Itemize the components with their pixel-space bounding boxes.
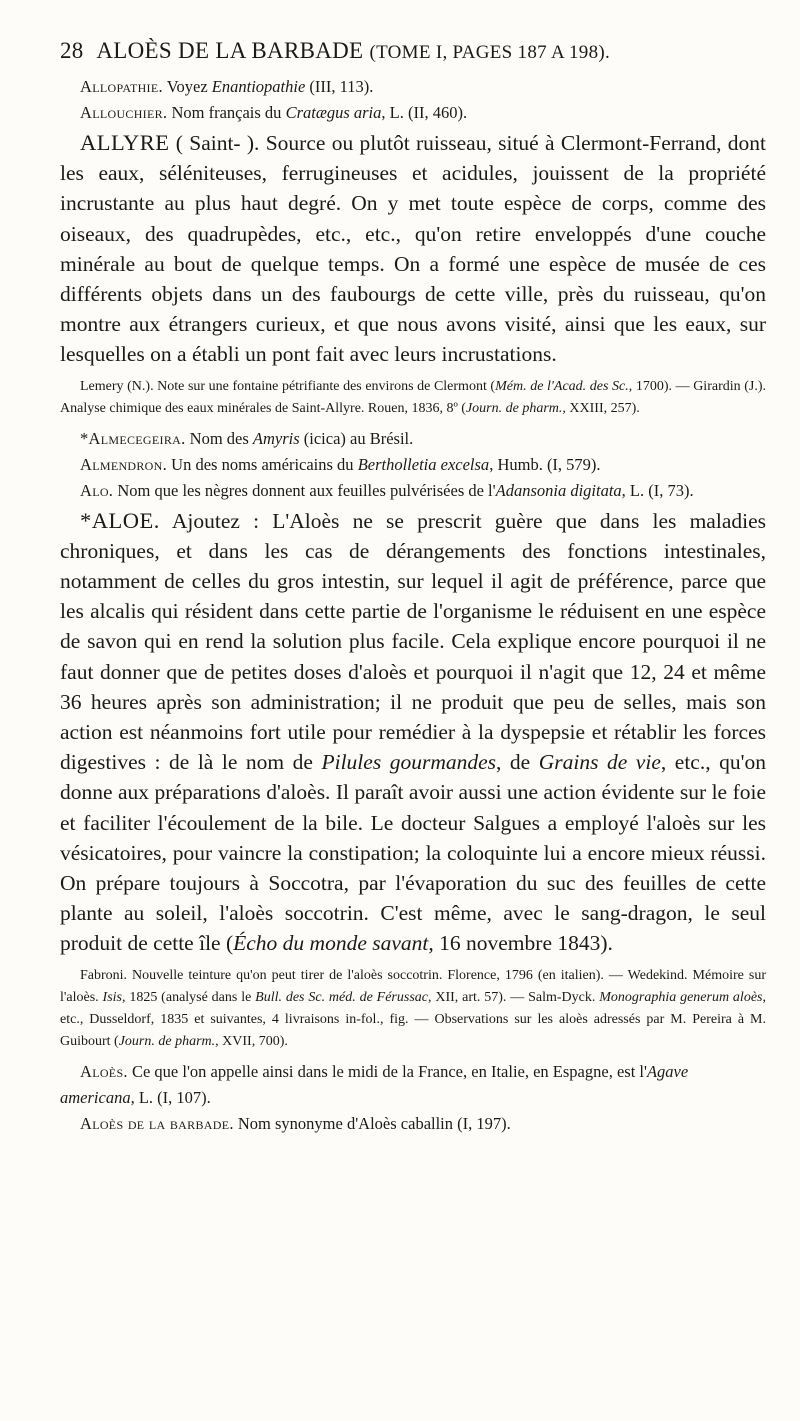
ref-text: , etc., Dusseldorf, 1835 et suivantes, 4 livraisons in-fol., fig. — Observations sur les aloès adressés par M. Pereira à M. Guibourt ( [60,989,766,1049]
entry-text: , Humb. (I, 579). [489,454,601,474]
references-allyre [60,376,766,420]
italic-term: Grains de vie [538,750,661,775]
references-aloe [60,965,766,1053]
ref-text: , 1825 (analysé dans le [121,989,256,1005]
italic-term: Amyris [252,428,300,448]
entry-text: , de [496,750,539,775]
ref-italic: Journ. de pharm. [465,400,563,416]
ref-text: , 1700). — Girardin (J.). Analyse chimique des eaux minérales de Saint-Allyre. Rouen, 1836, 8º ( [60,378,766,416]
entry-text: Ajoutez : L'Aloès ne se prescrit guère que dans les maladies chroniques, et dans les cas de dérangements des fonctions intestinales, notamment de celles du gros intestin, sur lequel il agit de préférence, parce que les alcalis qui résident dans cette partie de l'organisme le réduisent en une espèce de savon qui en rend la solution plus facile. Cela explique encore pourquoi il ne faut donner que de petites doses d'aloès et pourquoi il n'agit que 12, 24 et même 36 heures après son administration; il ne produit que peu de selles, mais son action est néanmoins fort utile pour remédier à la dyspepsie et rétablir les forces digestives : de là le nom de [60,508,766,775]
entry-text: Nom que les nègres donnent aux feuilles pulvérisées de l' [113,480,496,500]
headword: Almendron. [80,454,168,474]
entry-aloes [60,1059,766,1111]
page-number: 28 [60,38,84,63]
page-header [60,38,766,64]
entry-text: Nom synonyme d'Aloès caballin (I, 197). [233,1113,511,1133]
headword: *ALOE. [80,507,160,533]
entry-text: ( Saint- ). Source ou plutôt ruisseau, situé à Clermont-Ferrand, dont les eaux, séléniteuses, ferrugineuses et acidules, jouissent de la propriété incrustante au plus haut degré. On y met toute espèce de corps, comme des oiseaux, des quadrupèdes, etc., etc., qu'on retire enveloppés d'une couche minérale au bout de quelque temps. On a formé une espèce de musée de ces différents objets dans un des faubourgs de cette ville, près du ruisseau, qu'on montre aux étrangers curieux, et que nous avons visité, ainsi que les eaux, sur lesquelles on a établi un pont fait avec leurs incrustations. [60,131,766,367]
entry-text: , L. (I, 73). [621,480,694,500]
entry-text: , etc., qu'on donne aux préparations d'aloès. Il paraît avoir aussi une action évidente sur le foie et faciliter l'écoulement de la bile. Le docteur Salgues a employé l'aloès sur les vésicatoires, pour vaincre la constipation; la coloquinte lui a encore mieux réussi. On prépare toujours à Soccotra, par l'évaporation du suc des feuilles de cette plante au soleil, l'aloès soccotrin. C'est même, avec le sang-dragon, le seul produit de cette île ( [60,750,766,956]
entry-text: Nom français du [167,103,286,122]
headword: Allopathie. [80,77,163,96]
ref-text: Lemery (N.). Note sur une fontaine pétrifiante des environs de Clermont ( [80,378,496,394]
italic-term: Cratægus aria [285,103,382,122]
entry-text: (icica) au Brésil. [299,428,414,448]
entry-text: Ce que l'on appelle ainsi dans le midi de la France, en Italie, en Espagne, est l' [127,1061,647,1081]
headword: Aloès. [80,1061,128,1081]
running-title: ALOÈS DE LA BARBADE [96,38,364,63]
italic-term: Adansonia digitata [495,480,622,500]
entry-almendron [60,452,766,478]
running-subtitle: (TOME I, PAGES 187 A 198). [369,42,611,63]
italic-term: Écho du monde savant [233,931,429,956]
entry-allouchier [60,100,766,126]
ref-text: , XII, art. 57). — Salm-Dyck. [427,989,600,1005]
entry-aloe [60,506,766,959]
ref-italic: Isis [102,989,122,1005]
entry-aloes-de-la-barbade [60,1111,766,1137]
ref-text: , XVII, 700). [215,1033,288,1049]
headword: ALLYRE [80,130,170,155]
entry-text: Nom des [185,428,253,448]
entry-almecegeira [60,426,766,452]
ref-italic: Journ. de pharm. [118,1033,216,1049]
italic-term: Bertholletia excelsa [357,454,490,474]
headword: *Almecegeira. [80,428,186,448]
ref-text: , XXIII, 257). [562,400,640,416]
entry-text: , L. (I, 107). [130,1087,211,1107]
entry-text: , L. (II, 460). [381,103,468,122]
entry-allyre [60,128,766,370]
entry-text: Un des noms américains du [167,454,358,474]
entry-allopathie [60,74,766,100]
headword: Aloès de la barbade. [80,1113,234,1133]
italic-term: Pilules gourmandes [321,750,497,775]
italic-term: Enantiopathie [211,77,306,96]
entry-text: Voyez [162,77,212,96]
headword: Allouchier. [80,103,168,122]
entry-text: (III, 113). [305,77,374,96]
ref-italic: Mém. de l'Acad. des Sc. [495,378,629,394]
italic-term: Agave americana [60,1061,689,1107]
headword: Alo. [80,480,114,500]
ref-italic: Monographia generum aloès [599,989,763,1005]
ref-italic: Bull. des Sc. méd. de Férussac [255,989,428,1005]
entry-alo [60,478,766,504]
ref-text: Fabroni. Nouvelle teinture qu'on peut tirer de l'aloès soccotrin. Florence, 1796 (en italien). — Wedekind. Mémoire sur l'aloès. [60,967,766,1005]
entry-text: , 16 novembre 1843). [428,931,613,956]
